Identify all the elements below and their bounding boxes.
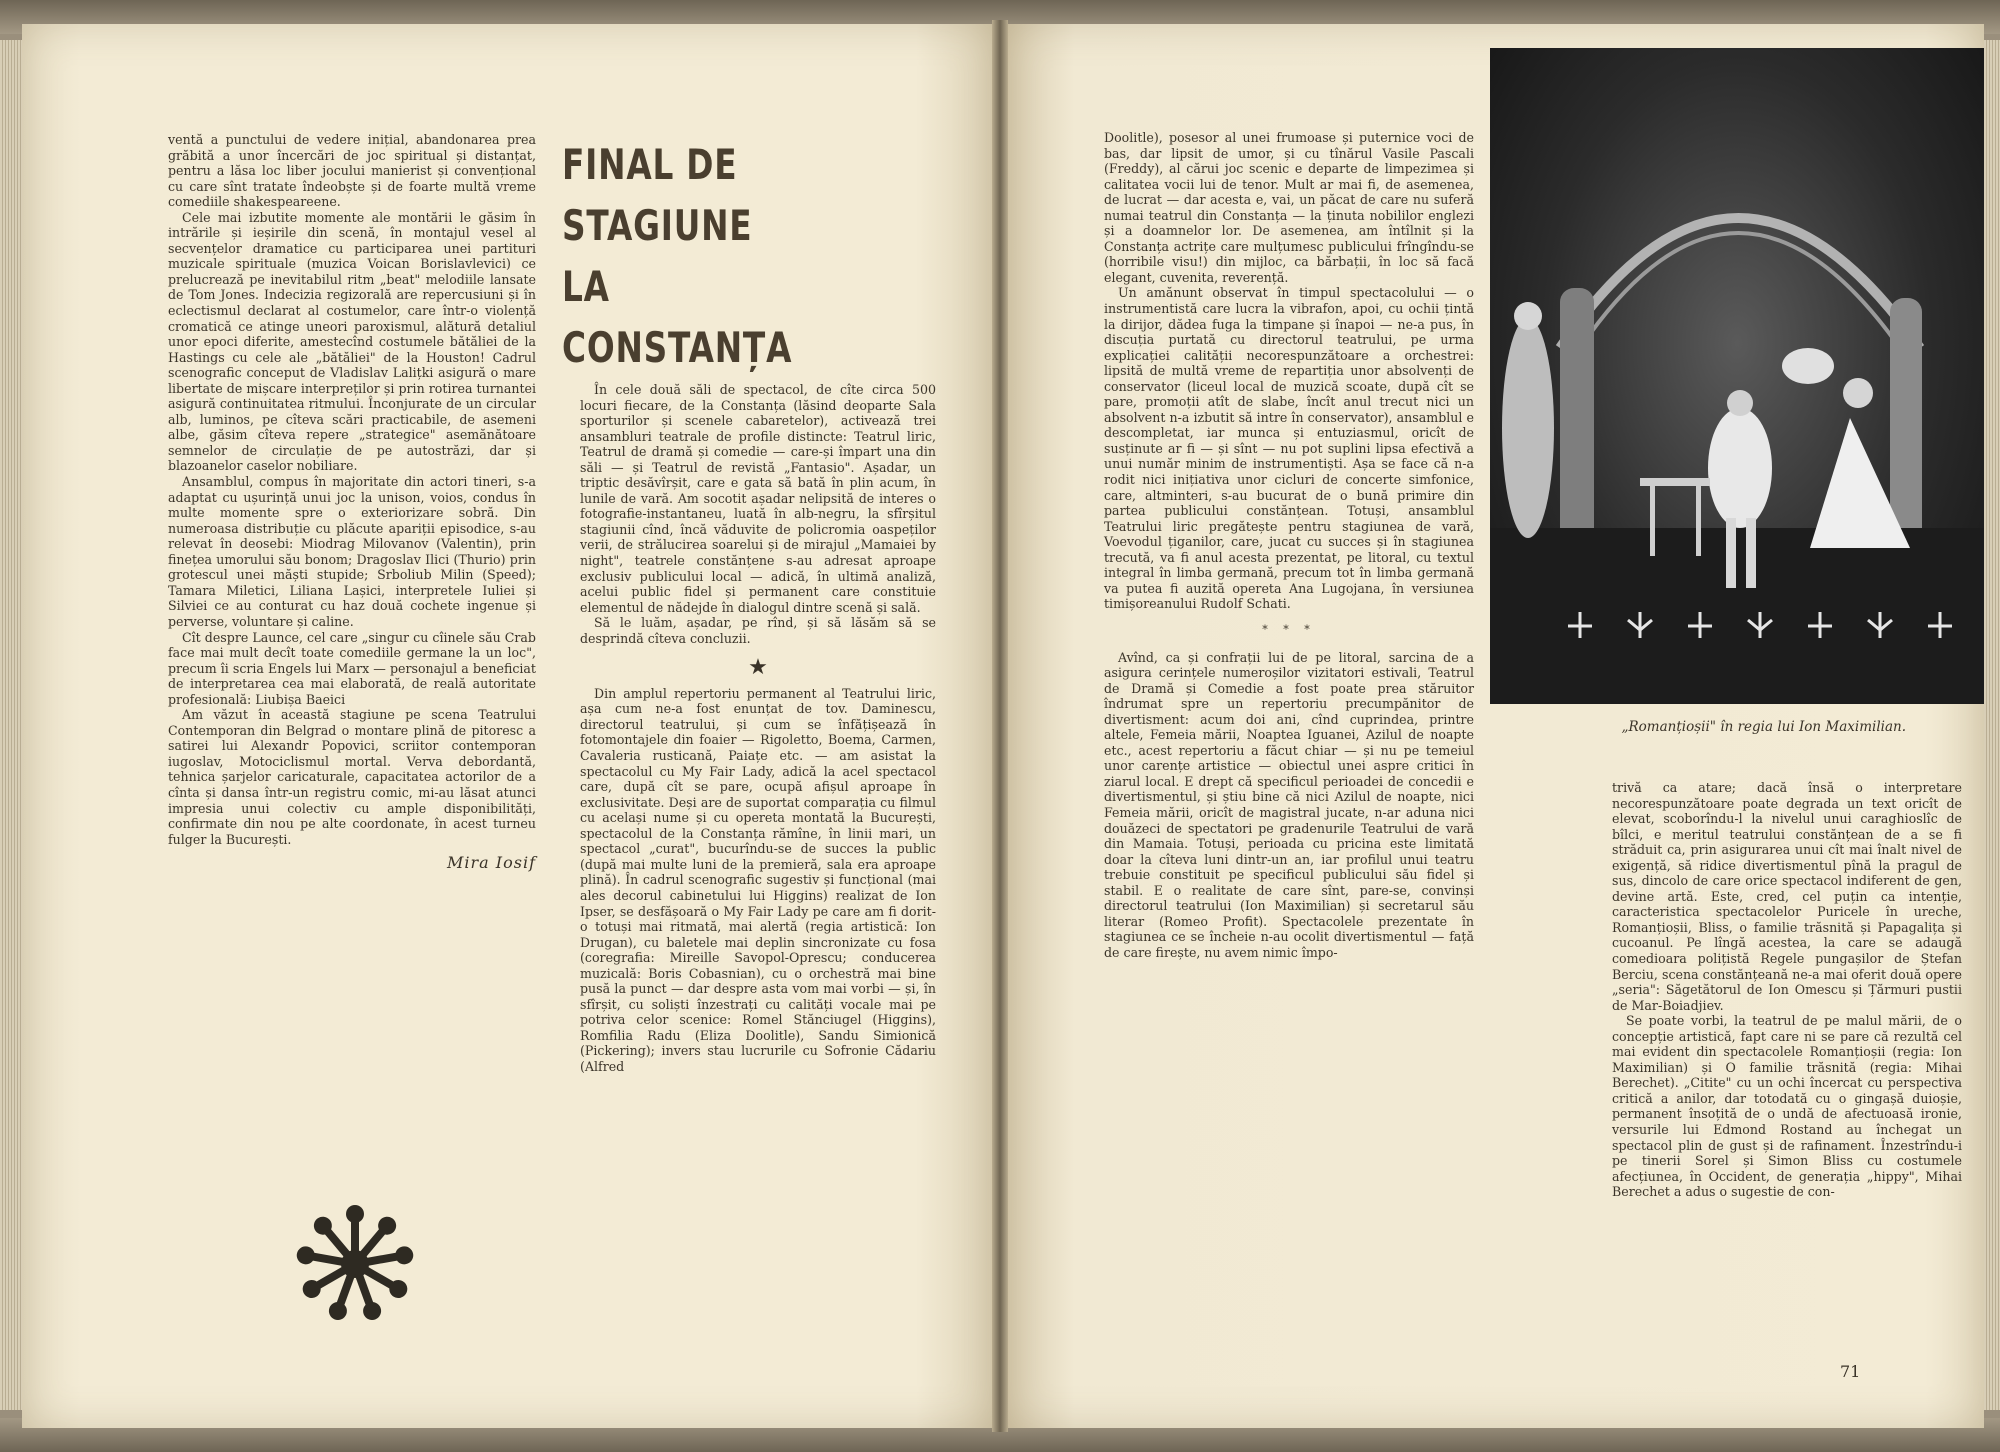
- author-signature: Mira Iosif: [447, 853, 536, 873]
- paragraph: Un amănunt observat în timpul spectacolului — o instrumentistă care lucra la vibrafon, apoi, cu ochii țintă la dirijor, dădea fuga la timpane și înapoi — ne-a pus, în discuția purtată cu directorul teatrului, pe urma explicației calității necorespunzătoare a orchestrei: lipsită de multă vreme de repartiția unor absolvenți de conservator (liceul local de muzică scoate, după cît se pare, promoții atît de slabe, încît anul trecut nici un absolvent n-a izbutit să intre în conservator), ansamblul e descompletat, iar munca și entuziasmul, oricît de susținute ar fi — și sînt — nu pot suplini lipsa efectivă a unui număr minim de instrumentiști. Așa se face că n-a rodit nici inițiativa unor cicluri de concerte simfonice, care, altminteri, s-au bucurat de o bună primire din partea publicului constănțean. Totuși, ansamblul Teatrului liric pregătește pentru stagiunea de vară, Voevodul țiganilor, care, jucat cu succes și în stagiunea trecută, va fi anul acesta prezentat, pe litoral, cu textul integral în limba germană, precum tot în limba germană va putea fi auzită opereta Ana Lugojana, în versiunea timișoreanului Rudolf Schati.: [1104, 285, 1474, 612]
- book-gutter: [992, 20, 1008, 1432]
- page-number: 71: [1840, 1362, 1861, 1381]
- article-column-3: [1104, 130, 1474, 960]
- flower-ornament-icon: [296, 1205, 414, 1323]
- paragraph: Cele mai izbutite momente ale montării le găsim în intrările și ieșirile din scenă, în montajul vesel al secvențelor dramatice cu participarea unei partituri muzicale spirituale (muzica Voican Borislavlevici) ce prelucrează pe inevitabilul ritm „beat" melodiile lansate de Tom Jones. Indecizia regizorală are repercusiuni și în eclectismul declarat al costumelor, care într-o violență cromatică ce atinge uneori paroxismul, alătură detaliul unor epoci diferite, amestecînd costumele bătăliei de la Hastings cu cele ale „bătăliei" de la Houston! Cadrul scenografic conceput de Vladislav Lalițki asigură o mare libertate de mișcare interpreților și prin rotirea turnantei asigură continuitatea ritmului. Înconjurate de un circular alb, luminos, pe cîteva scări practicabile, de asemeni albe, găsim cîteva repere „strategice" asemănătoare semnelor de circulație de pe autostrăzi, dar și blazoanelor caselor nobiliare.: [168, 209, 536, 474]
- section-asterisk-separator: * * *: [1262, 622, 1316, 636]
- paragraph: trivă ca atare; dacă însă o interpretare necorespunzătoare poate degrada un text oricît de elevat, scoborîndu-l la nivelul unui caraghioslîc de bîlci, e meritul teatrului constănțean de a se fi străduit ca, prin asigurarea unui cît mai înalt nivel de exigență, să ridice divertismentul pînă la pragul de sus, dincolo de care orice spectacol indiferent de gen, devine artă. Este, cred, cel puțin ca intenție, caracteristica spectacolelor Puricele în ureche, Romanțioșii, Bliss, o familie trăsnită și Papagalița și cucoanul. Pe lîngă acestea, la care se adaugă comedioara polițistă Regele pungașilor de Ștefan Berciu, scena constănțeană ne-a mai oferit două opere „seria": Săgetătorul de Ion Omescu și Țărmuri pustii de Mar-Boiadjiev.: [1612, 780, 1962, 1013]
- page-edges-left: [0, 40, 22, 1410]
- paragraph: Se poate vorbi, la teatrul de pe malul mării, de o concepție artistică, fapt care ni se pare că rezultă cel mai evident din spectacolele Romanțioșii (regia: Ion Maximilian) și O familie trăsnită (regia: Mihai Berechet). „Citite" cu un ochi încercat cu perspectiva critică a anilor, dar totodată cu o gingașă duioșie, permanent însoțită de o undă de afectuoasă ironie, versurile lui Edmond Rostand au închegat un spectacol plin de gust și de rafinament. Înzestrîndu-i pe tinerii Sorel și Simon Bliss cu costumele afecțiunea, în Occident, de generația „hippy", Mihai Berechet a adus o sugestie de con-: [1612, 1013, 1962, 1200]
- article-column-1: [168, 132, 536, 871]
- paragraph: Am văzut în această stagiune pe scena Teatrului Contemporan din Belgrad o montare plină de pitoresc a satirei lui Alexandr Popovici, scriitor contemporan iugoslav, Motociclismul mortal. Verva debordantă, tehnica șarjelor caricaturale, capacitatea actorilor de a cînta și dansa într-un registru comic, mi-au lăsat atunci impresia unui colectiv cu ample disponibilități, confirmate din nou pe alte coordonate, în acest turneu fulger la București.: [168, 707, 536, 847]
- paragraph: Ansamblul, compus în majoritate din actori tineri, s-a adaptat cu ușurință unui joc la unison, voios, condus în multe momente spre o exteriorizare sobră. Din numeroasa distribuție cu plăcute apariții episodice, s-au relevat în deosebi: Miodrag Milovanov (Valentin), prin finețea umorului său bonom; Dragoslav Ilici (Thurio) prin grotescul unei măști stupide; Srboliub Milin (Speed); Tamara Miletici, Liliana Lașici, interpretele Iuliei și Silviei ce au conturat cu haz două cochete ingenue și perverse, voluntare și caline.: [168, 474, 536, 629]
- paragraph: Din amplul repertoriu permanent al Teatrului liric, așa cum ne-a fost enunțat de tov. Daminescu, directorul teatrului, și cum se înfățișează în fotomontajele din foaier — Rigoletto, Boema, Carmen, Cavaleria rusticană, Paiațe etc. — am asistat la spectacolul cu My Fair Lady, adică la acel spectacol care, după cît se pare, ocupă afișul aproape în exclusivitate. Deși are de suportat comparația cu filmul cu același nume și cu opereta montată la București, spectacolul de la Constanța rămîne, în linii mari, un spectacol „curat", bucurîndu-se de succes la public (după mai multe luni de la premieră, sala era aproape plină). În cadrul scenografic sugestiv și funcțional (mai ales decorul cabinetului lui Higgins) realizat de Ion Ipser, se desfășoară o My Fair Lady pe care am fi dorit-o totuși mai ritmată, mai alertă (regia artistică: Ion Drugan), cu baletele mai deplin sincronizate cu fosa (coregrafia: Mireille Savopol-Oprescu; conducerea muzicală: Boris Cobasnian), cu o orchestră mai bine pusă la punct — dar despre asta vom mai vorbi — și, în sfîrșit, cu soliști înzestrați cu calități vocale mai pe potriva celor scenice: Romel Stănciugel (Higgins), Romfilia Radu (Eliza Doolitle), Sandu Simionică (Pickering); invers stau lucrurile cu Sofronie Cădariu (Alfred: [580, 685, 936, 1074]
- stage-scene-illustration: [1490, 48, 1984, 704]
- paragraph: În cele două săli de spectacol, de cîte circa 500 locuri fiecare, de la Constanța (lăsind deoparte Sala sporturilor și scenele cabaretelor), activează trei ansambluri teatrale de profile distincte: Teatrul liric, Teatrul de dramă și comedie — care-și împart una din săli — și Teatrul de revistă „Fantasio". Așadar, un triptic desăvîrșit, care e gata să bată în plin acum, în lunile de vară. Am socotit așadar nelipsită de interes o fotografie-instantaneu, luată în alb-negru, la sfîrșitul stagiunii cînd, încă văduvite de policromia oaspeților verii, de strălucirea soarelui și de mirajul „Mamaiei by night", teatrele constănțene s-au adresat aproape exclusiv publicului local — adică, în ultimă analiză, acelui public fidel și permanent care constituie elementul de nădejde în dialogul dintre scenă și sală.: [580, 382, 936, 615]
- section-star-separator: ★: [748, 655, 768, 681]
- article-title-text: FINAL DE STAGIUNE LA CONSTANȚA: [562, 140, 793, 372]
- photo-caption: „Romanțioșii" în regia lui Ion Maximilian.: [1621, 719, 1906, 735]
- stage-photo: [1490, 48, 1984, 704]
- paragraph: Cît despre Launce, cel care „singur cu cîinele său Crab face mai mult decît toate comediile germane la un loc", precum îi scria Engels lui Marx — personajul a beneficiat de interpretarea cea mai elaborată, de reală autoritate profesională: Liubișa Baeici: [168, 629, 536, 707]
- paragraph: Avînd, ca și confrații lui de pe litoral, sarcina de a asigura cerințele numeroșilor vizitatori estivali, Teatrul de Dramă și Comedie a fost poate prea stăruitor îndrumat spre un repertoriu precumpănitor de divertisment: acum doi ani, cînd cuprindea, printre altele, Femeia mării, Noaptea Iguanei, Azilul de noapte etc., acest repertoriu a făcut chiar — și nu pe temeiul unor carențe artistice — obiectul unei aspre critici în ziarul local. E drept că specificul perioadei de concedii e divertismentul, și știu bine că nici Azilul de noapte, nici Femeia mării, oricît de magistral jucate, n-ar aduna nici douăzeci de spectatori pe gradenurile Teatrului de vară din Mamaia. Totuși, perioada cu pricina este limitată doar la cîteva luni dintr-un an, iar profilul unui teatru trebuie constituit pe specificul publicului său fidel și stabil. E o realitate de care sînt, pare-se, convinși directorul teatrului (Ion Maximilian) și secretarul său literar (Romeo Profit). Spectacolele prezentate în stagiunea ce se încheie n-au ocolit divertismentul — față de care firește, nu avem nimic împo-: [1104, 649, 1474, 960]
- article-column-2: [580, 382, 936, 1075]
- paragraph: ventă a punctului de vedere inițial, abandonarea prea grăbită a unor încercări de joc spiritual și distanțat, pentru a lăsa loc liber jocului manierist și convențional cu care sînt tratate îndeobște și de foarte multă vreme comediile shakespeareene.: [168, 132, 536, 210]
- article-column-4: [1612, 780, 1962, 1200]
- paragraph: Doolitle), posesor al unei frumoase și puternice voci de bas, dar lipsit de umor, și cu tînărul Vasile Pascali (Freddy), al cărui joc scenic e departe de limpezimea și calitatea vocii lui de tenor. Mult ar mai fi, de asemenea, de lucrat — dar acesta e, vai, un păcat de care nu suferă numai teatrul din Constanța — la ținuta nobililor englezi și a doamnelor lor. De asemenea, am întîlnit și la Constanța actrițe care mulțumesc publicului frîngîndu-se (horribile visu!) din mijloc, ca bărbații, în loc să facă elegant, cuvenita, reverență.: [1104, 130, 1474, 285]
- page-edges-right: [1984, 40, 2000, 1410]
- article-title: [562, 134, 793, 378]
- paragraph: Să le luăm, așadar, pe rînd, și să lăsăm să se desprindă cîteva concluzii.: [580, 615, 936, 646]
